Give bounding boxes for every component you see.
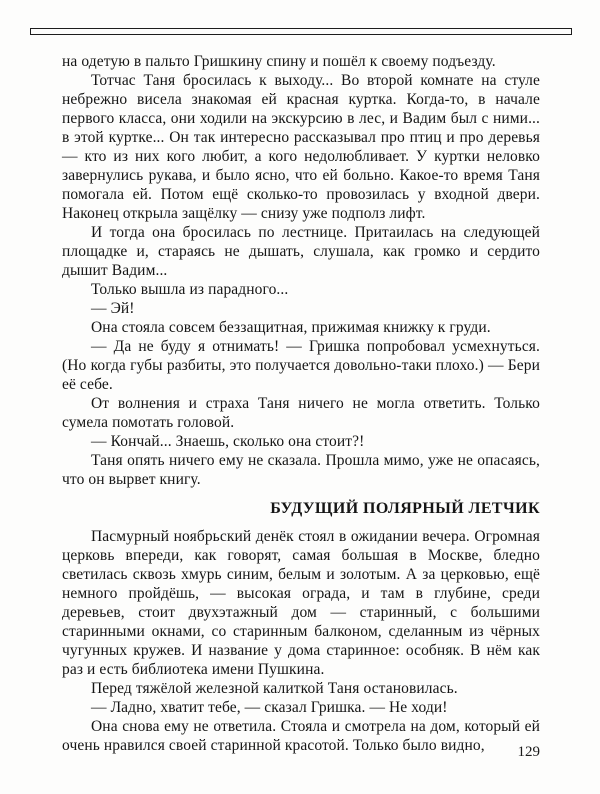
paragraph-dialogue: — Да не буду я отнимать! — Гришка попробовал усмехнуться. (Но когда губы разбиты, это получается довольно-таки плохо.) — Бери её себе. <box>62 338 540 393</box>
paragraph: Перед тяжёлой железной калиткой Таня остановилась. <box>91 680 458 697</box>
paragraph: Таня опять ничего ему не сказала. Прошла мимо, уже не опасаясь, что он вырвет книгу. <box>62 452 540 488</box>
paragraph-dialogue: — Ладно, хватит тебе, — сказал Гришка. — Не ходи! <box>91 699 448 716</box>
paragraph: Тотчас Таня бросилась к выходу... Во второй комнате на стуле небрежно висела знакомая ей красная куртка. Когда-то, в начале первого класса, они ходили на экскурсию в лес, и Вадим был с ними... в этой куртке... Он так интересно рассказывал про птиц и про деревья — кто из них кого любит, а кого недолюбливает. У куртки неловко завернулись рукава, и было ясно, что ей больно. Какое-то время Таня помогала ей. Потом ещё сколько-то провозилась у входной двери. Наконец открыла защёлку — снизу уже подполз лифт. <box>62 72 540 222</box>
text-block <box>62 52 540 755</box>
paragraph: Только вышла из парадного... <box>91 281 289 298</box>
paragraph-dialogue: — Эй! <box>91 300 135 317</box>
paragraph: на одетую в пальто Гришкину спину и пошёл к своему подъезду. <box>62 53 496 70</box>
paragraph-dialogue: — Кончай... Знаешь, сколько она стоит?! <box>91 433 365 450</box>
paragraph: От волнения и страха Таня ничего не могла ответить. Только сумела помотать головой. <box>62 395 540 431</box>
page-number: 129 <box>517 744 540 760</box>
chapter-heading: БУДУЩИЙ ПОЛЯРНЫЙ ЛЕТЧИК <box>270 500 540 517</box>
paragraph: И тогда она бросилась по лестнице. Притаилась на следующей площадке и, стараясь не дышать, слушала, как громко и сердито дышит Вадим... <box>62 224 540 279</box>
page-frame-top-border <box>30 28 572 35</box>
paragraph: Пасмурный ноябрьский денёк стоял в ожидании вечера. Огромная церковь впереди, как говорят, самая большая в Москве, бледно светилась сквозь хмурь синим, белым и золотым. А за церковью, ещё немного пройдёшь, — высокая ограда, и там в глубине, среди деревьев, стоит двухэтажный дом — старинный, с большими старинными окнами, со старинным балконом, сделанным из чёрных чугунных кружев. И название у дома старинное: особняк. В нём как раз и есть библиотека имени Пушкина. <box>62 528 540 678</box>
paragraph: Она снова ему не ответила. Стояла и смотрела на дом, который ей очень нравился своей старинной красотой. Только было видно, <box>62 718 540 754</box>
paragraph: Она стояла совсем беззащитная, прижимая книжку к груди. <box>91 319 491 336</box>
